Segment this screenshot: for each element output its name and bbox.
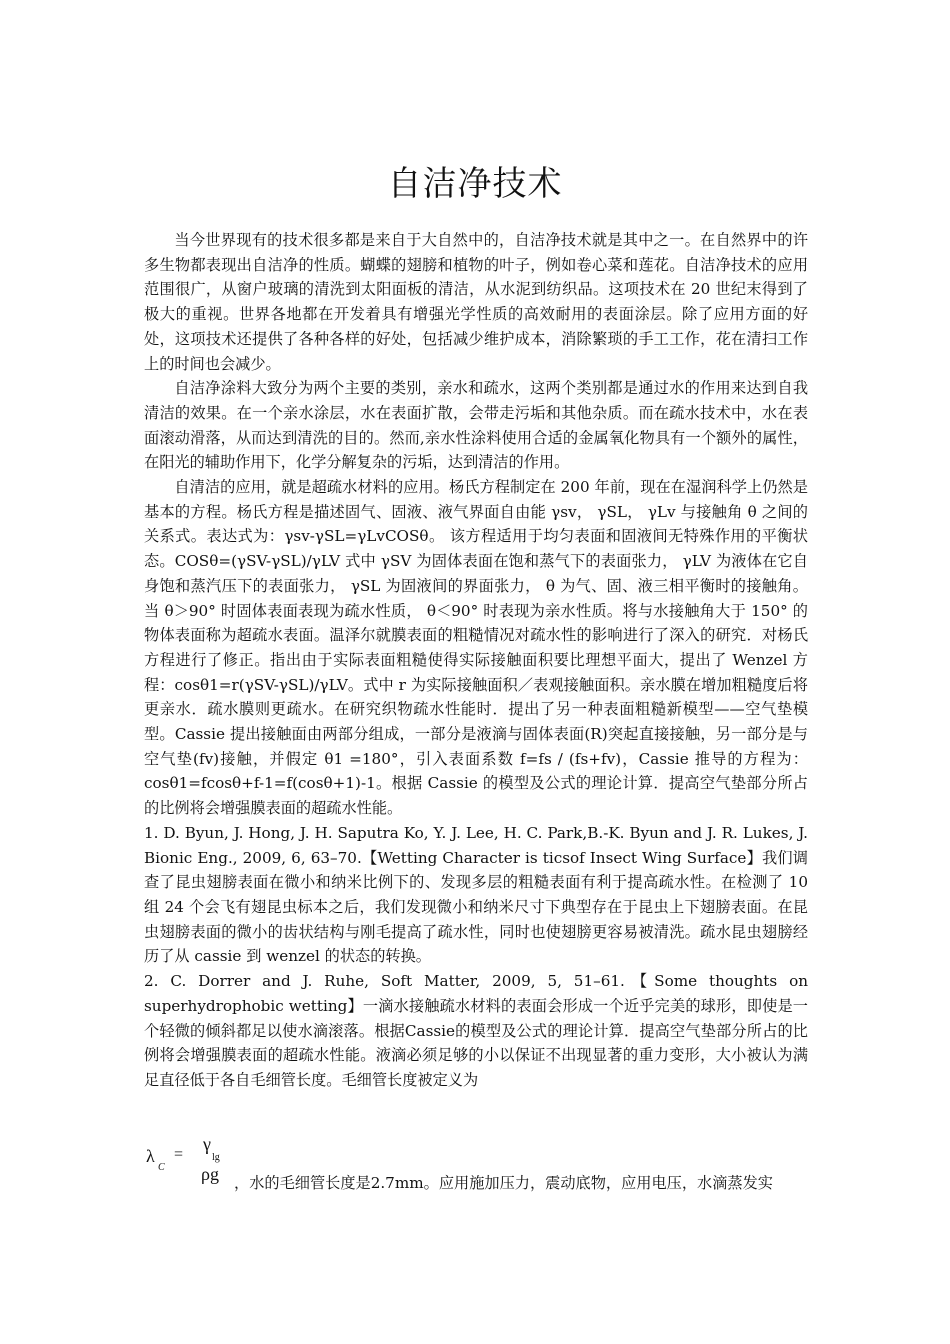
document-body: [144, 228, 808, 1093]
paragraph-intro: 当今世界现有的技术很多都是来自于大自然中的，自洁净技术就是其中之一。在自然界中的许多生物都表现出自洁净的性质。蝴蝶的翅膀和植物的叶子，例如卷心菜和莲花。自洁净技术的应用范围很广，从窗户玻璃的清洗到太阳面板的清洁，从水泥到纺织品。这项技术在 20 世纪末得到了极大的重视。世界各地都在开发着具有增强光学性质的高效耐用的表面涂层。除了应用方面的好处，这项技术还提供了各种各样的好处，包括减少维护成本，消除繁琐的手工工作，花在清扫工作上的时间也会减少。: [144, 231, 808, 373]
formula-lambda: λ: [146, 1146, 155, 1166]
paragraph-categories: 自洁净涂料大致分为两个主要的类别，亲水和疏水，这两个类别都是通过水的作用来达到自我清洁的效果。在一个亲水涂层，水在表面扩散，会带走污垢和其他杂质。而在疏水技术中，水在表面滚动滑落，从而达到清洗的目的。然而,亲水性涂料使用合适的金属氧化物具有一个额外的属性，在阳光的辅助作用下，化学分解复杂的污垢，达到清洁的作用。: [144, 379, 808, 472]
capillary-length-formula: [146, 1134, 810, 1194]
formula-equals: =: [174, 1146, 184, 1163]
formula-denominator: ρg: [201, 1164, 219, 1184]
reference-1: 1. D. Byun, J. Hong, J. H. Saputra Ko, Y. J. Lee, H. C. Park,B.-K. Byun and J. R. Lukes, J. Bionic Eng., 2009, 6, 63–70.【Wetting Character is ticsof Insect Wing Surface】我们调查了昆虫翅膀表面在微小和纳米比例下的、发现多层的粗糙表面有利于提高疏水性。在检测了 10 组 24 个会飞有翅昆虫标本之后，我们发现微小和纳米尺寸下典型存在于昆虫上下翅膀表面。在昆虫翅膀表面的微小的齿状结构与刚毛提高了疏水性，同时也使翅膀更容易被清洗。疏水昆虫翅膀经历了从 cassie 到 wenzel 的状态的转换。: [144, 823, 808, 966]
formula-trailing-text: ，水的毛细管长度是2.7mm。应用施加压力，震动底物，应用电压，水滴蒸发实: [234, 1174, 773, 1192]
formula-gamma: γ: [203, 1134, 211, 1154]
formula-subscript-c: C: [158, 1162, 165, 1173]
formula-subscript-lg: lg: [212, 1152, 220, 1163]
reference-2: 2. C. Dorrer and J. Ruhe, Soft Matter, 2009, 5, 51–61.【Some thoughts on superhydrophobic wetting】一滴水接触疏水材料的表面会形成一个近乎完美的球形，即使是一个轻微的倾斜都足以使水滴滚落。根据Cassie的模型及公式的理论计算．提高空气垫部分所占的比例将会增强膜表面的超疏水性能。液滴必须足够的小以保证不出现显著的重力变形，大小被认为满足直径低于各自毛细管长度。毛细管长度被定义为: [144, 972, 808, 1089]
paragraph-young-equation: 自清洁的应用，就是超疏水材料的应用。杨氏方程制定在 200 年前，现在在湿润科学上仍然是基本的方程。杨氏方程是描述固气、固液、液气界面自由能 γsv， γSL， γLv 与接触角 θ 之间的关系式。表达式为：γsv-γSL=γLvCOSθ。 该方程适用于均匀表面和固液间无特殊作用的平衡状态。COSθ=(γSV-γSL)/γLV 式中 γSV 为固体表面在饱和蒸气下的表面张力， γLV 为液体在它自身饱和蒸汽压下的表面张力， γSL 为固液间的界面张力， θ 为气、固、液三相平衡时的接触角。当 θ＞90° 时固体表面表现为疏水性质， θ＜90° 时表现为亲水性质。将与水接触角大于 150° 的物体表面称为超疏水表面。温泽尔就膜表面的粗糙情况对疏水性的影响进行了深入的研究．对杨氏方程进行了修正。指出由于实际表面粗糙使得实际接触面积要比理想平面大，提出了 Wenzel 方程：cosθ1=r(γSV-γSL)/γLV。式中 r 为实际接触面积／表观接触面积。亲水膜在增加粗糙度后将更亲水．疏水膜则更疏水。在研究织物疏水性能时．提出了另一种表面粗糙新模型——空气垫模型。Cassie 提出接触面由两部分组成，一部分是液滴与固体表面(R)突起直接接触，另一部分是与空气垫(fv)接触，并假定 θ1 =180°，引入表面系数 f=fs / (fs+fv)，Cassie 推导的方程为：cosθ1=fcosθ+f-1=f(cosθ+1)-1。根据 Cassie 的模型及公式的理论计算．提高空气垫部分所占的比例将会增强膜表面的超疏水性能。: [144, 478, 808, 818]
document-title: 自洁净技术: [387, 163, 563, 204]
